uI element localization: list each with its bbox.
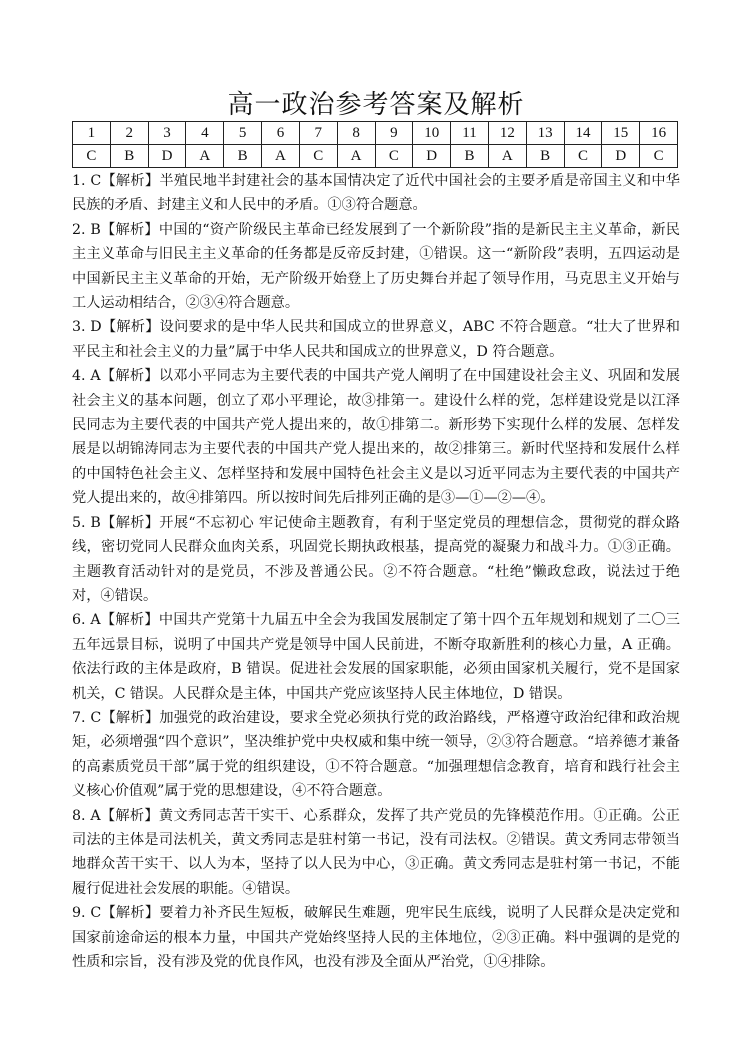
question-number-cell: 3 [148, 122, 186, 145]
answer-cell: A [488, 145, 526, 168]
question-number-cell: 2 [110, 122, 148, 145]
question-number-cell: 9 [375, 122, 413, 145]
question-number-cell: 8 [337, 122, 375, 145]
explanation-item: 6. A【解析】中国共产党第十九届五中全会为我国发展制定了第十四个五年规划和规划了二〇三五年远景目标，说明了中国共产党是领导中国人民前进，不断夺取新胜利的核心力量，A 正确。依法行政的主体是政府，B 错误。促进社会发展的国家职能，必须由国家机关履行，党不是国家机关，C 错误。人民群众是主体，中国共产党应该坚持人民主体地位，D 错误。 [72, 612, 680, 702]
answer-cell: B [110, 145, 148, 168]
explanation-item: 4. A【解析】以邓小平同志为主要代表的中国共产党人阐明了在中国建设社会主义、巩固和发展社会主义的基本问题，创立了邓小平理论，故③排第一。建设什么样的党，怎样建设党是以江泽民同志为主要代表的中国共产党人提出来的，故①排第二。新形势下实现什么样的发展、怎样发展是以胡锦涛同志为主要代表的中国共产党人提出来的，故②排第三。新时代坚持和发展什么样的中国特色社会主义、怎样坚持和发展中国特色社会主义是以习近平同志为主要代表的中国共产党人提出来的，故④排第四。所以按时间先后排列正确的是③—①—②—④。 [72, 368, 680, 507]
question-number-cell: 11 [451, 122, 489, 145]
answer-cell: B [224, 145, 262, 168]
answer-cell: D [602, 145, 640, 168]
answer-table [72, 121, 678, 168]
answer-cell: D [413, 145, 451, 168]
question-number-cell: 10 [413, 122, 451, 145]
explanation-item: 8. A【解析】黄文秀同志苦干实干、心系群众，发挥了共产党员的先锋模范作用。①正确。公正司法的主体是司法机关，黄文秀同志是驻村第一书记，没有司法权。②错误。黄文秀同志带领当地群众苦干实干、以人为本，坚持了以人民为中心，③正确。黄文秀同志是驻村第一书记，不能履行促进社会发展的职能。④错误。 [72, 807, 680, 897]
answer-cell: C [640, 145, 678, 168]
question-number-cell: 14 [564, 122, 602, 145]
question-number-cell: 4 [186, 122, 224, 145]
question-number-cell: 5 [224, 122, 262, 145]
answer-cell: C [73, 145, 111, 168]
page-title: 高一政治参考答案及解析 [227, 90, 525, 120]
explanation-item: 7. C【解析】加强党的政治建设，要求全党必须执行党的政治路线，严格遵守政治纪律和政治规矩，必须增强“四个意识”，坚决维护党中央权威和集中统一领导，②③符合题意。“培养德才兼备的高素质党员干部”属于党的组织建设，①不符合题意。“加强理想信念教育，培育和践行社会主义核心价值观”属于党的思想建设，④不符合题意。 [72, 709, 680, 800]
question-number-cell: 6 [262, 122, 300, 145]
question-number-cell: 12 [488, 122, 526, 145]
answer-cell: D [148, 145, 186, 168]
answer-cell: B [526, 145, 564, 168]
question-number-cell: 13 [526, 122, 564, 145]
explanation-item: 5. B【解析】开展“不忘初心 牢记使命主题教育，有利于坚定党员的理想信念，贯彻党的群众路线，密切党同人民群众血肉关系，巩固党长期执政根基，提高党的凝聚力和战斗力。①③正确。主题教育活动针对的是党员，不涉及普通公民。②不符合题意。“杜绝”懒政怠政，说法过于绝对，④错误。 [72, 514, 680, 604]
explanation-item: 9. C【解析】要着力补齐民生短板，破解民生难题，兜牢民生底线，说明了人民群众是决定党和国家前途命运的根本力量，中国共产党始终坚持人民的主体地位，②③正确。料中强调的是党的性质和宗旨，没有涉及党的优良作风，也没有涉及全面从严治党，①④排除。 [72, 905, 680, 970]
answer-row [73, 145, 678, 168]
explanations-section [72, 169, 680, 974]
answer-cell: A [337, 145, 375, 168]
explanation-item: 3. D【解析】设问要求的是中华人民共和国成立的世界意义，ABC 不符合题意。“壮大了世界和平民主和社会主义的力量”属于中华人民共和国成立的世界意义，D 符合题意。 [72, 319, 680, 360]
question-number-cell: 15 [602, 122, 640, 145]
answer-cell: C [299, 145, 337, 168]
explanation-item: 1. C【解析】半殖民地半封建社会的基本国情决定了近代中国社会的主要矛盾是帝国主义和中华民族的矛盾、封建主义和人民中的矛盾。①③符合题意。 [72, 173, 680, 214]
question-number-row [73, 122, 678, 145]
answer-cell: A [262, 145, 300, 168]
answer-cell: C [564, 145, 602, 168]
question-number-cell: 1 [73, 122, 111, 145]
explanation-item: 2. B【解析】中国的“资产阶级民主革命已经发展到了一个新阶段”指的是新民主主义革命，新民主主义革命与旧民主主义革命的任务都是反帝反封建，①错误。这一“新阶段”表明，五四运动是中国新民主主义革命的开始，无产阶级开始登上了历史舞台并起了领导作用，马克思主义开始与工人运动相结合，②③④符合题意。 [72, 221, 680, 312]
question-number-cell: 16 [640, 122, 678, 145]
question-number-cell: 7 [299, 122, 337, 145]
answer-cell: C [375, 145, 413, 168]
answer-cell: A [186, 145, 224, 168]
answer-cell: B [451, 145, 489, 168]
